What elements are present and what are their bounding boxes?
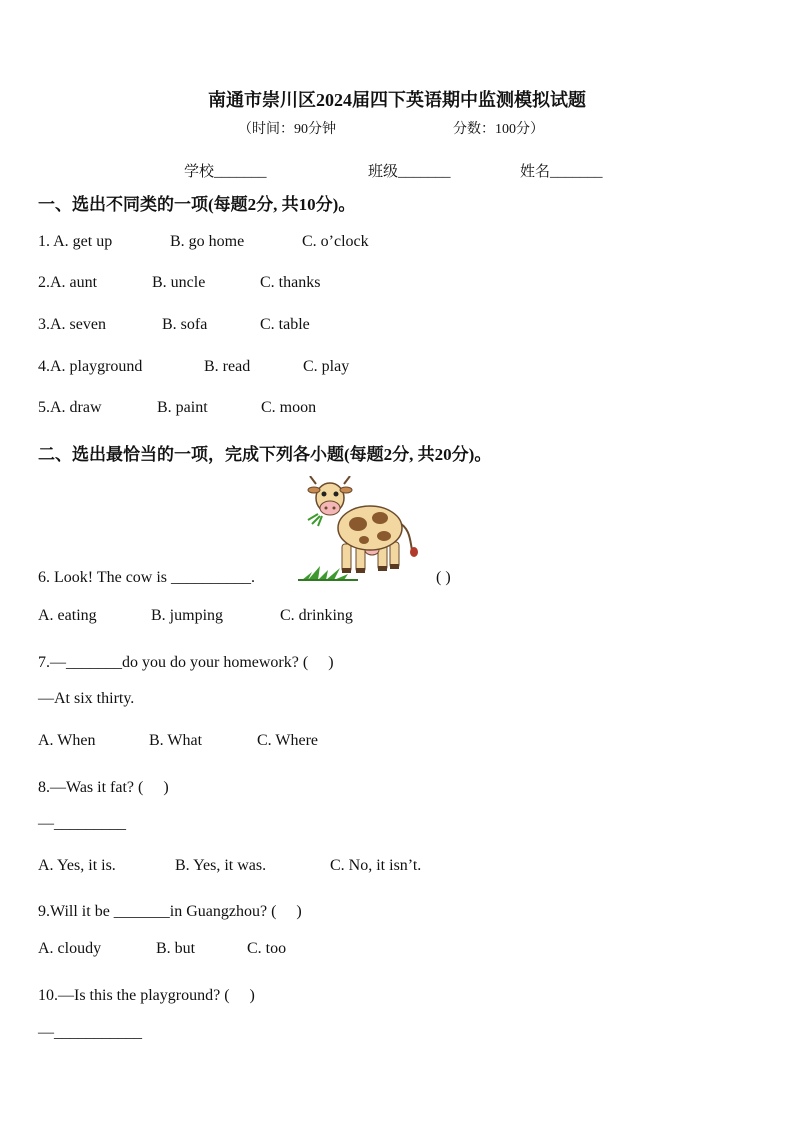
q5-option-b: B. paint [157,399,208,416]
section2-heading: 二、选出最恰当的一项，完成下列各小题(每题2分, 共20分)。 [38,445,492,464]
q8-option-b: B. Yes, it was. [175,857,267,874]
q1-option-b: B. go home [170,233,245,250]
q7-answer: —At six thirty. [38,690,135,707]
q7-option-b: B. What [149,732,203,749]
q3-option-c: C. table [260,316,310,333]
section1-heading: 一、选出不同类的一项(每题2分, 共10分)。 [38,195,356,214]
q2-option-a: 2.A. aunt [38,274,98,291]
q7-option-c: C. Where [257,732,319,749]
q2-option-b: B. uncle [152,274,206,291]
q9-stem: 9.Will it be _______in Guangzhou? ( ) [38,903,302,920]
q9-option-a: A. cloudy [38,940,102,957]
exam-score: 分数：100分） [453,122,544,137]
q10-stem: 10.—Is this the playground? ( ) [38,987,255,1004]
q8-stem: 8.—Was it fat? ( ) [38,779,169,796]
q5-option-a: 5.A. draw [38,399,102,416]
q9-option-b: B. but [156,940,196,957]
q4-option-a: 4.A. playground [38,358,143,375]
q9-option-c: C. too [247,940,287,957]
q5-option-c: C. moon [261,399,317,416]
q2-option-c: C. thanks [260,274,321,291]
q7-stem: 7.—_______do you do your homework? ( ) [38,654,334,671]
q1-option-c: C. o’clock [302,233,369,250]
q3-option-b: B. sofa [162,316,208,333]
class-field: 班级_______ [368,164,451,180]
q6-stem: 6. Look! The cow is __________. [38,569,256,586]
cow-illustration [298,476,430,586]
q10-answer: —___________ [38,1024,142,1041]
q4-option-c: C. play [303,358,350,375]
q8-option-c: C. No, it isn’t. [330,857,422,874]
q6-option-c: C. drinking [280,607,353,624]
name-field: 姓名_______ [520,164,603,180]
q8-answer: —_________ [38,815,126,832]
q7-option-a: A. When [38,732,96,749]
q6-option-a: A. eating [38,607,97,624]
q6-option-b: B. jumping [151,607,224,624]
school-field: 学校_______ [184,164,267,180]
q6-answer-paren: ( ) [436,569,451,586]
page-title: 南通市崇川区2024届四下英语期中监测模拟试题 [208,90,586,110]
q3-option-a: 3.A. seven [38,316,106,333]
exam-time: （时间：90分钟 [238,122,336,137]
q4-option-b: B. read [204,358,251,375]
q1-option-a: 1. A. get up [38,233,113,250]
q8-option-a: A. Yes, it is. [38,857,116,874]
